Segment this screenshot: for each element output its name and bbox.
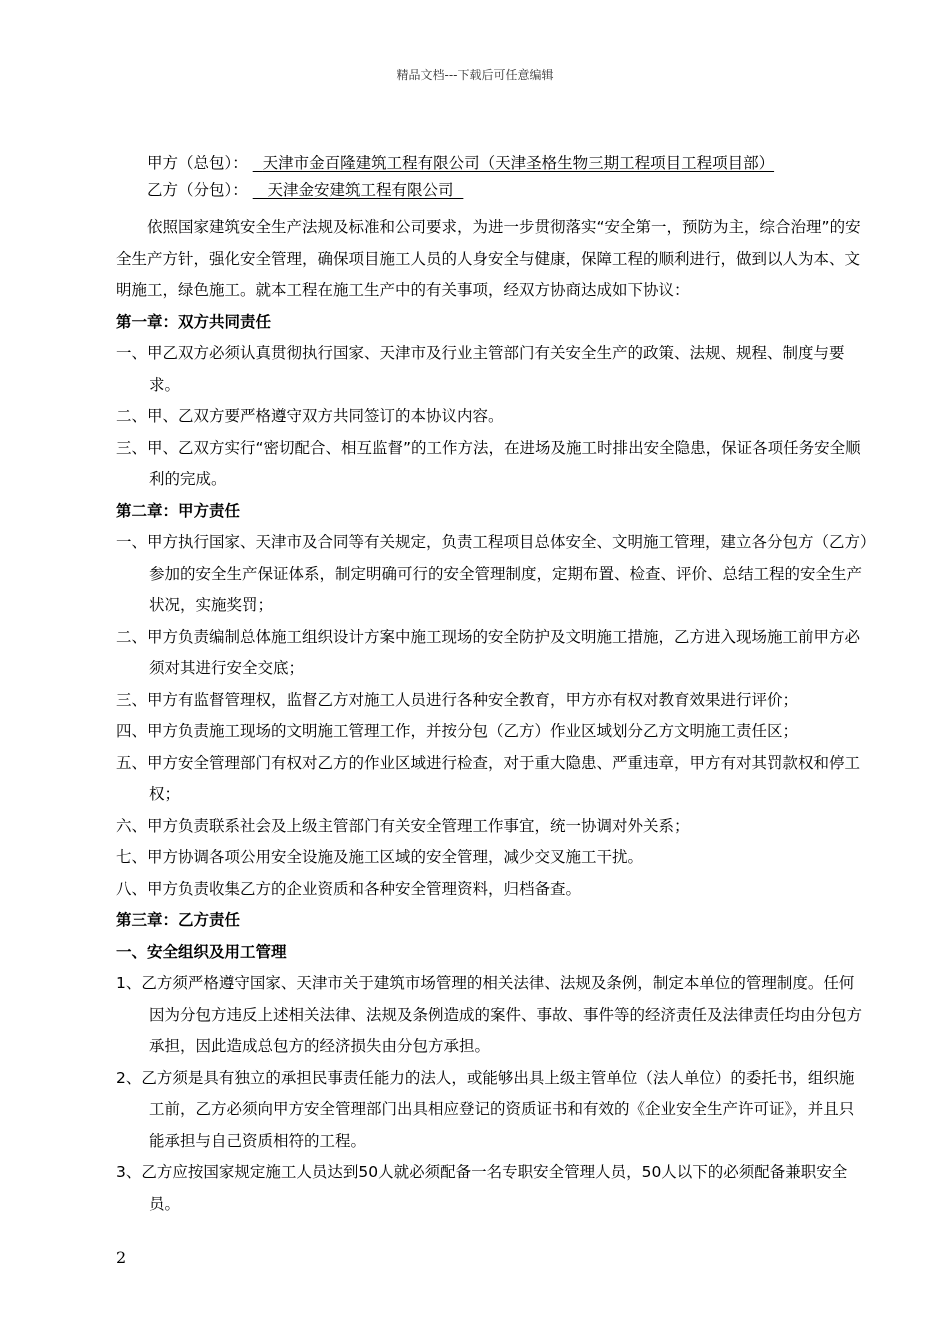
chapter3-item: 1、乙方须严格遵守国家、天津市关于建筑市场管理的相关法律、法规及条例，制定本单位的管理制度。任何因为分包方违反上述相关法律、法规及条例造成的案件、事故、事件等的经济责任及法律责任均由分包方承担，因此造成总包方的经济损失由分包方承担。 — [116, 974, 863, 1055]
chapter3-title: 第三章：乙方责任 — [116, 911, 241, 929]
chapter2-item: 四、甲方负责施工现场的文明施工管理工作，并按分包（乙方）作业区域划分乙方文明施工责任区； — [116, 722, 799, 740]
chapter2-title: 第二章：甲方责任 — [116, 501, 241, 520]
party-b-line — [147, 177, 774, 204]
chapter1-item: 二、甲、乙双方要严格遵守双方共同签订的本协议内容。 — [116, 407, 504, 425]
parties-block — [147, 150, 774, 204]
chapter2-item: 一、甲方执行国家、天津市及合同等有关规定，负责工程项目总体安全、文明施工管理，建立各分包方（乙方）参加的安全生产保证体系，制定明确可行的安全管理制度，定期布置、检查、评价、总结工程的安全生产状况，实施奖罚； — [116, 533, 868, 614]
chapter2-item: 三、甲方有监督管理权，监督乙方对施工人员进行各种安全教育，甲方亦有权对教育效果进行评价； — [116, 690, 799, 709]
chapter3-section1-title: 一、安全组织及用工管理 — [116, 942, 287, 961]
chapter2-item: 二、甲方负责编制总体施工组织设计方案中施工现场的安全防护及文明施工措施，乙方进入现场施工前甲方必须对其进行安全交底； — [116, 627, 861, 677]
page-header: 精品文档---下载后可任意编辑 — [396, 68, 554, 82]
chapter2-item: 六、甲方负责联系社会及上级主管部门有关安全管理工作事宜，统一协调对外关系； — [116, 816, 690, 835]
party-a-line — [147, 150, 774, 177]
chapter1-item: 三、甲、乙双方实行“密切配合、相互监督”的工作方法，在进场及施工时排出安全隐患，保证各项任务安全顺利的完成。 — [116, 438, 861, 488]
chapter1-title: 第一章：双方共同责任 — [116, 312, 272, 331]
party-b-value: 天津金安建筑工程有限公司 — [267, 181, 454, 199]
chapter2-item: 五、甲方安全管理部门有权对乙方的作业区域进行检查，对于重大隐患、严重违章，甲方有对其罚款权和停工权； — [116, 753, 861, 803]
party-a-value: 天津市金百隆建筑工程有限公司（天津圣格生物三期工程项目工程项目部） — [262, 154, 775, 172]
chapter1-item: 一、甲乙双方必须认真贯彻执行国家、天津市及行业主管部门有关安全生产的政策、法规、规程、制度与要求。 — [116, 344, 845, 394]
party-b-label: 乙方（分包）： — [147, 181, 248, 199]
party-a-label: 甲方（总包）： — [147, 154, 248, 172]
page-number: 2 — [116, 1248, 127, 1267]
document-body — [116, 212, 868, 1220]
chapter2-item: 七、甲方协调各项公用安全设施及施工区域的安全管理，减少交叉施工干扰。 — [116, 848, 644, 866]
chapter3-item: 2、乙方须是具有独立的承担民事责任能力的法人，或能够出具上级主管单位（法人单位）的委托书，组织施工前，乙方必须向甲方安全管理部门出具相应登记的资质证书和有效的《企业安全生产许可证》，并且只能承担与自己资质相符的工程。 — [116, 1068, 855, 1150]
intro-paragraph: 依照国家建筑安全生产法规及标准和公司要求，为进一步贯彻落实“安全第一，预防为主，综合治理”的安全生产方针，强化安全管理，确保项目施工人员的人身安全与健康，保障工程的顺利进行，做到以人为本、文明施工，绿色施工。就本工程在施工生产中的有关事项，经双方协商达成如下协议： — [116, 218, 861, 299]
chapter3-item: 3、乙方应按国家规定施工人员达到50人就必须配备一名专职安全管理人员，50人以下的必须配备兼职安全员。 — [116, 1163, 848, 1213]
chapter2-item: 八、甲方负责收集乙方的企业资质和各种安全管理资料，归档备查。 — [116, 879, 582, 898]
